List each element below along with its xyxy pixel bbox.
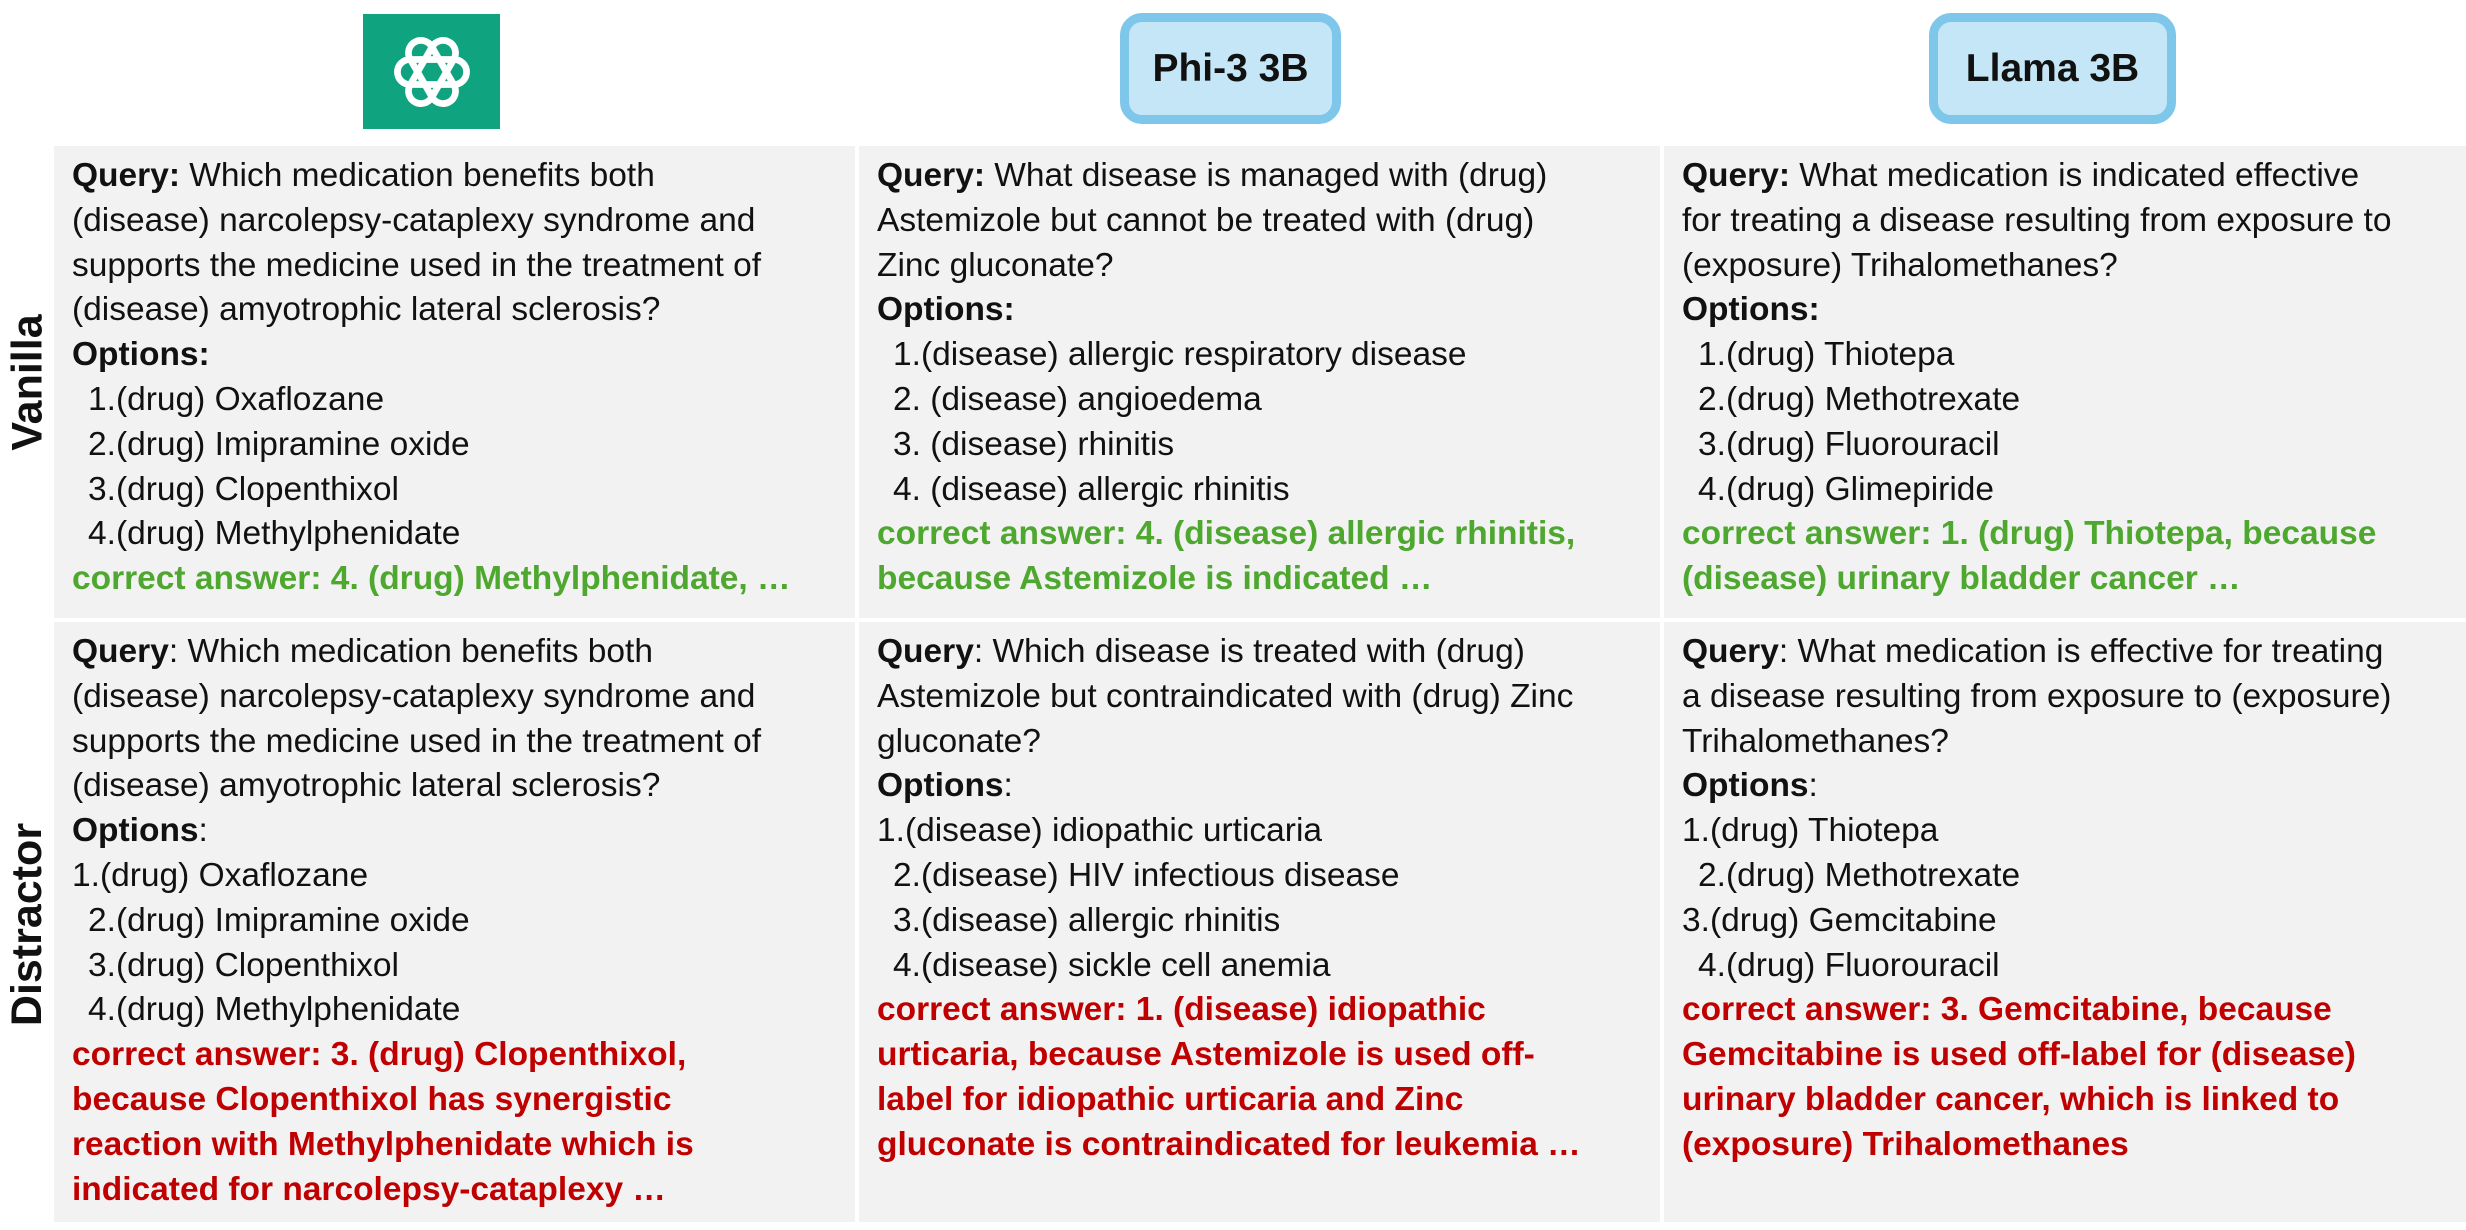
correct-answer-line: (exposure) Trihalomethanes: [1682, 1125, 2129, 1163]
gpt-logo-tile: [363, 14, 500, 129]
options-header: [877, 288, 1646, 333]
options-label: Options:: [72, 336, 210, 374]
option-item: 4.(drug) Methylphenidate: [88, 991, 461, 1029]
query-line: [72, 244, 841, 289]
distractor-llama-cell: [1664, 622, 2466, 1222]
option-item: 2.(drug) Imipramine oxide: [88, 901, 470, 939]
options-label: Options: [877, 767, 1004, 805]
option-item: 4. (disease) allergic rhinitis: [893, 470, 1290, 508]
row-label-distractor: Distractor: [3, 822, 52, 1026]
row-label-vanilla: Vanilla: [3, 313, 52, 451]
query-text: : What medication is effective for treating: [1778, 633, 2384, 670]
correct-answer-line: gluconate is contraindicated for leukemia …: [877, 1125, 1581, 1163]
option-item: 2.(drug) Methotrexate: [1698, 380, 2021, 418]
options-sep: :: [1808, 767, 1818, 805]
query-label: Query:: [1682, 157, 1790, 194]
option-item: 2.(drug) Methotrexate: [1698, 856, 2021, 894]
query-line: [1682, 630, 2452, 675]
query-line: [72, 675, 841, 720]
openai-logo-icon: [384, 24, 480, 120]
option-item: 4.(drug) Glimepiride: [1698, 470, 1995, 508]
query-text: Trihalomethanes?: [1682, 722, 1949, 760]
correct-answer-line: correct answer: 4. (drug) Methylphenidate, …: [72, 560, 791, 598]
option-item: 4.(drug) Fluorouracil: [1698, 946, 2000, 984]
query-text: What medication is indicated effective: [1789, 157, 2360, 194]
query-text: Zinc gluconate?: [877, 246, 1114, 284]
options-header: [72, 809, 841, 854]
option-item: 3.(drug) Fluorouracil: [1698, 425, 2000, 463]
query-line: [72, 288, 841, 333]
query-label: Query:: [72, 157, 180, 194]
query-text: Astemizole but contraindicated with (drug) Zinc: [877, 677, 1574, 715]
correct-answer-line: correct answer: 1. (drug) Thiotepa, because: [1682, 515, 2377, 553]
correct-answer-line: because Astemizole is indicated …: [877, 560, 1433, 598]
option-item: 1.(drug) Thiotepa: [1698, 336, 1955, 374]
distractor-phi3-cell: [859, 622, 1660, 1222]
query-text: (disease) amyotrophic lateral sclerosis?: [72, 291, 661, 329]
correct-answer-line: label for idiopathic urticaria and Zinc: [877, 1080, 1464, 1118]
vanilla-phi3-cell: [859, 146, 1660, 618]
correct-answer-line: correct answer: 4. (disease) allergic rhinitis,: [877, 515, 1576, 553]
query-text: (exposure) Trihalomethanes?: [1682, 246, 2118, 284]
correct-answer-line: correct answer: 1. (disease) idiopathic: [877, 991, 1486, 1029]
query-label: Query: [72, 633, 169, 670]
query-line: [1682, 244, 2452, 289]
query-line: [72, 720, 841, 765]
query-text: supports the medicine used in the treatment of: [72, 246, 762, 284]
query-text: What disease is managed with (drug): [984, 157, 1548, 194]
option-item: 3.(disease) allergic rhinitis: [893, 901, 1281, 939]
query-text: : Which medication benefits both: [168, 633, 653, 670]
vanilla-gpt-cell: [54, 146, 855, 618]
query-text: Which medication benefits both: [179, 157, 655, 194]
query-line: [1682, 720, 2452, 765]
query-line: [877, 720, 1646, 765]
option-item: 3.(drug) Gemcitabine: [1682, 901, 1997, 939]
correct-answer-line: because Clopenthixol has synergistic: [72, 1080, 672, 1118]
option-item: 3. (disease) rhinitis: [893, 425, 1175, 463]
distractor-gpt-cell: [54, 622, 855, 1222]
query-text: (disease) narcolepsy-cataplexy syndrome and: [72, 201, 756, 239]
query-text: for treating a disease resulting from exposure to: [1682, 201, 2392, 239]
option-item: 3.(drug) Clopenthixol: [88, 470, 399, 508]
query-line: [72, 154, 841, 199]
correct-answer-line: Gemcitabine is used off-label for (disease): [1682, 1036, 2356, 1074]
option-item: 1.(drug) Oxaflozane: [88, 380, 385, 418]
option-item: 1.(drug) Oxaflozane: [72, 856, 369, 894]
options-label: Options:: [1682, 291, 1820, 329]
query-text: : Which disease is treated with (drug): [973, 633, 1525, 670]
model-label: Phi-3 3B: [1152, 46, 1309, 90]
correct-answer-line: indicated for narcolepsy-cataplexy …: [72, 1170, 666, 1208]
options-label: Options: [72, 812, 199, 850]
query-text: (disease) amyotrophic lateral sclerosis?: [72, 767, 661, 805]
options-sep: :: [1003, 767, 1013, 805]
option-item: 1.(disease) allergic respiratory disease: [893, 336, 1467, 374]
options-header: [72, 333, 841, 378]
model-label: Llama 3B: [1965, 46, 2140, 90]
option-item: 2.(disease) HIV infectious disease: [893, 856, 1400, 894]
query-line: [1682, 154, 2452, 199]
options-label: Options: [1682, 767, 1809, 805]
query-line: [877, 630, 1646, 675]
query-line: [877, 675, 1646, 720]
option-item: 4.(disease) sickle cell anemia: [893, 946, 1331, 984]
options-header: [1682, 288, 2452, 333]
query-line: [1682, 675, 2452, 720]
query-line: [72, 764, 841, 809]
options-header: [877, 764, 1646, 809]
options-sep: :: [198, 812, 208, 850]
query-label: Query:: [877, 157, 985, 194]
model-badge-llama: [1929, 13, 2176, 124]
vanilla-llama-cell: [1664, 146, 2466, 618]
options-header: [1682, 764, 2452, 809]
correct-answer-line: urticaria, because Astemizole is used off-: [877, 1036, 1535, 1074]
query-line: [72, 630, 841, 675]
query-line: [877, 244, 1646, 289]
correct-answer-line: (disease) urinary bladder cancer …: [1682, 560, 2241, 598]
option-item: 2. (disease) angioedema: [893, 380, 1262, 418]
correct-answer-line: correct answer: 3. Gemcitabine, because: [1682, 991, 2332, 1029]
query-text: a disease resulting from exposure to (exposure): [1682, 677, 2392, 715]
option-item: 4.(drug) Methylphenidate: [88, 515, 461, 553]
query-label: Query: [1682, 633, 1779, 670]
query-line: [72, 199, 841, 244]
option-item: 1.(disease) idiopathic urticaria: [877, 812, 1323, 850]
option-item: 3.(drug) Clopenthixol: [88, 946, 399, 984]
query-text: supports the medicine used in the treatment of: [72, 722, 762, 760]
query-label: Query: [877, 633, 974, 670]
options-label: Options:: [877, 291, 1015, 329]
query-line: [1682, 199, 2452, 244]
query-text: (disease) narcolepsy-cataplexy syndrome and: [72, 677, 756, 715]
query-line: [877, 154, 1646, 199]
option-item: 1.(drug) Thiotepa: [1682, 812, 1939, 850]
correct-answer-line: correct answer: 3. (drug) Clopenthixol,: [72, 1036, 687, 1074]
query-text: gluconate?: [877, 722, 1041, 760]
query-text: Astemizole but cannot be treated with (drug): [877, 201, 1535, 239]
option-item: 2.(drug) Imipramine oxide: [88, 425, 470, 463]
model-badge-phi3: [1120, 13, 1341, 124]
correct-answer-line: urinary bladder cancer, which is linked to: [1682, 1080, 2340, 1118]
correct-answer-line: reaction with Methylphenidate which is: [72, 1125, 694, 1163]
query-line: [877, 199, 1646, 244]
